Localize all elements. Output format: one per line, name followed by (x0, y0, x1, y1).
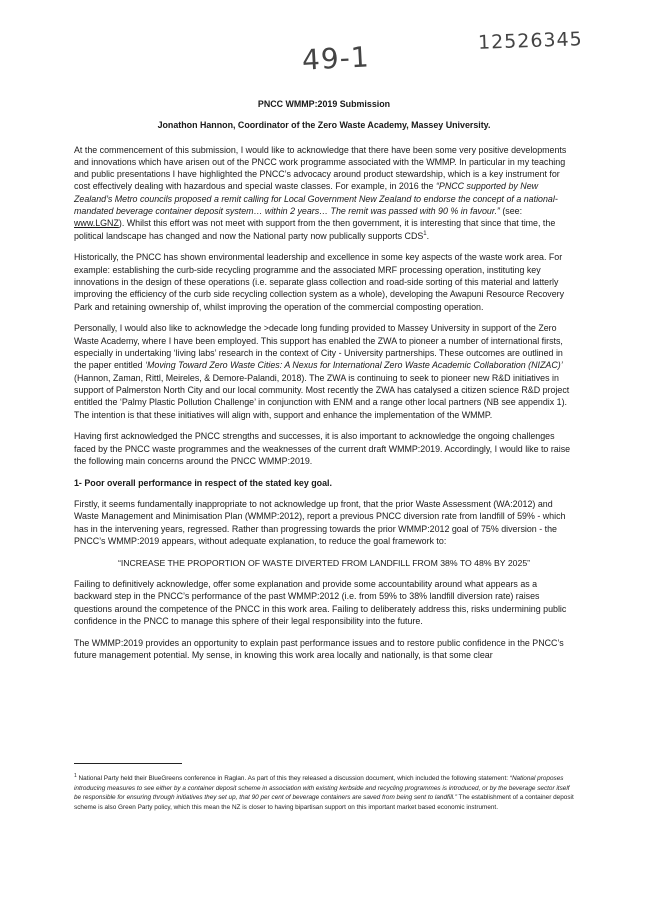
paragraph-performance: Firstly, it seems fundamentally inappropriate to not acknowledge up front, that the prior Waste Assessment (WA:2012) and Waste Management and Minimisation Plan (WMMP:2012), report a previous PNCC diversion rate from landfill of 59% - which has in the intervening years, regressed. Rather than progressing towards the prior WMMP:2012 goal of 75% diversion - the PNCC’s WMMP:2019 appears, without adequate explanation, to reduce the goal framework to: (74, 499, 566, 546)
footnote (74, 772, 576, 813)
paragraph-opportunity: The WMMP:2019 provides an opportunity to explain past performance issues and to restore public confidence in the PNCC’s future management potential. My sense, in knowing this work area locally and nationally, is that some clear (74, 637, 564, 660)
intro-text-a: At the commencement of this submission, I would like to acknowledge that there have been some very positive developments and innovations which have arisen out of the PNCC work programme associated with the WMMP. In particular in my teaching and public presentations I have highlighted the PNCC’s advocacy around product stewardship, which is a key instrument for cost effectively dealing with hazardous and special waste classes. For example, in 2016 the (74, 144, 567, 192)
footnote-number: 1 (74, 773, 77, 779)
document-body (74, 98, 574, 671)
paper-title: ‘Moving Toward Zero Waste Cities: A Nexus for International Zero Waste Academic Collaboration (NIZAC)’ (145, 360, 563, 371)
intro-text-d: . (426, 230, 430, 241)
goal-statement: “INCREASE THE PROPORTION OF WASTE DIVERTED FROM LANDFILL FROM 38% TO 48% BY 2025” (117, 557, 531, 568)
paragraph-intro (74, 144, 574, 242)
handwritten-submission-id: 12526345 (477, 28, 584, 54)
pncc-remit-quote: “PNCC supported by New Zealand’s Metro councils proposed a remit calling for Local Government New Zealand to endorse the concept of a national-mandated beverage container deposit system… within 2 years… The remit was passed with 90 % in favour.” (74, 181, 558, 217)
footnote-divider (74, 763, 182, 764)
section-heading-1: 1- Poor overall performance in respect of the stated key goal. (74, 477, 332, 488)
paragraph-accountability: Failing to definitively acknowledge, offer some explanation and provide some accountability around what appears as a backward step in the PNCC’s performance of the past WMMP:2012 (i.e. from 59% to 38% landfill diversion rate) raises questions around the competence of the PNCC in this work area. Failing to deliberately address this, risks undermining public confidence in the PNCC to manage this sphere of their legal responsibility into the future. (74, 579, 567, 626)
document-title: PNCC WMMP:2019 Submission (257, 99, 391, 109)
paragraph-concerns: Having first acknowledged the PNCC strengths and successes, it is also important to acknowledge the ongoing challenges faced by the PNCC waste programmes and the weaknesses of the current draft WMMP:2019. Accordingly, I would like to raise the following main concerns around the PNCC WMMP:2019. (74, 431, 571, 466)
footnote-ref: 1 (423, 230, 427, 237)
footnote-text-b: The establishment of a container deposit scheme is also Green Party policy, which this mean the NZ is closer to having bipartisan support on this important market based economic instrument. (74, 794, 574, 811)
handwritten-reference-number: 49-1 (301, 40, 371, 77)
footnote-text-a: National Party held their BlueGreens conference in Raglan. As part of this they released a discussion document, which included the following statement: (76, 775, 510, 783)
paragraph-funding (74, 322, 574, 420)
funding-text-b: (Hannon, Zaman, Rittl, Meireles, & Demore-Palandi, 2018). The ZWA is continuing to seek to pioneer new R&D initiatives in support of Palmerston North City and our local community. Most recently the ZWA has catalysed a citizen science R&D project entitled the ‘Palmy Plastic Pollution Challenge’ in conjunction with ENM and a range other local partners (NB see appendix 1). The intention is that these initiatives will align with, support and enhance the implementation of the WMMP. (74, 372, 570, 420)
author-line: Jonathon Hannon, Coordinator of the Zero Waste Academy, Massey University. (157, 120, 491, 131)
lgnz-link[interactable]: www.LGNZ (74, 218, 119, 229)
intro-text-c: ). Whilst this effort was not meet with support from the then government, it is interesting that since that time, the political landscape has changed and now the National party now publically supports CDS (74, 218, 556, 241)
national-party-quote: “National proposes introducing measures to see either by a container deposit scheme in association with existing kerbside and recycling programmes is introduced, or by the beverage sector itself be responsible for ensuring through initiatives they set up, that 90 per cent of beverage containers are saved from being sent to landfill.” (74, 775, 570, 802)
paragraph-history: Historically, the PNCC has shown environmental leadership and excellence in some key aspects of the waste work area. For example: establishing the curb-side recycling programme and the associated MRF processing operation, instituting key innovations in the design of these operations (i.e. separate glass collection and road-side sorting of this material and latterly improving the efficiency of the curb side recycling collection system as a whole), developing the Awapuni Resource Recovery Park and retaining ownership of, whilst improving the operation of the commercial composting operation. (74, 252, 565, 312)
funding-text-a: Personally, I would also like to acknowledge the >decade long funding provided to Massey University in support of the Zero Waste Academy, where I have been employed. This support has enabled the ZWA to pioneer a number of international firsts, especially in undertaking ‘living labs’ research in the context of City - University partnerships. These outcomes are outlined in the paper entitled (74, 323, 563, 371)
intro-text-b: (see: (499, 206, 523, 217)
